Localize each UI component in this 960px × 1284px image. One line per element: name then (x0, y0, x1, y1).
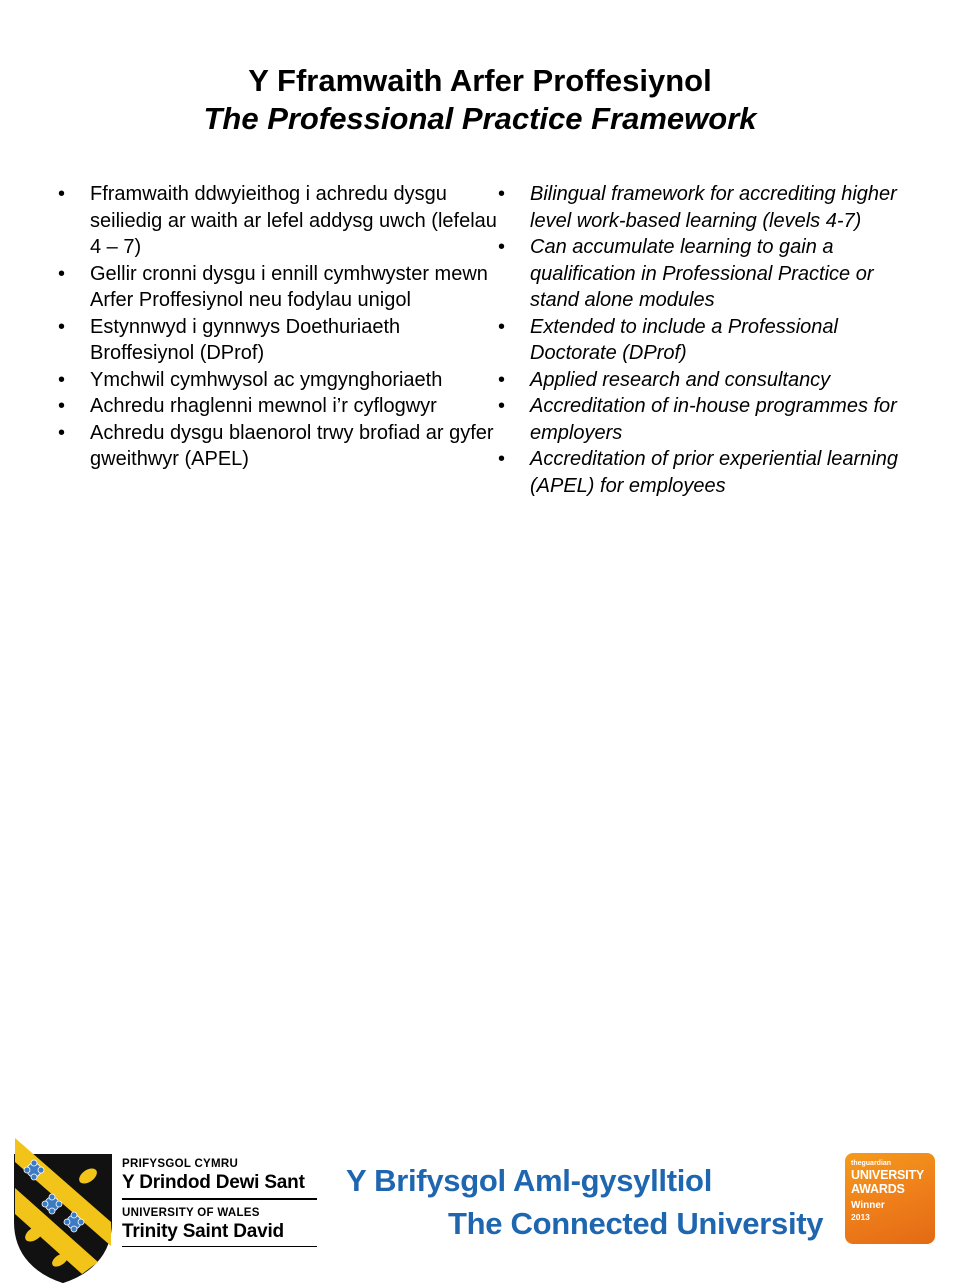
institution-welsh-small: PRIFYSGOL CYMRU (122, 1158, 239, 1170)
english-point-text: Can accumulate learning to gain a qualification in Professional Practice or stand alone modules (530, 236, 874, 311)
english-point-text: Bilingual framework for accrediting higher level work-based learning (levels 4-7) (530, 183, 897, 232)
english-point-item (498, 234, 918, 314)
title-english: The Professional Practice Framework (203, 101, 757, 136)
welsh-point-item (58, 181, 498, 261)
english-point-text: Applied research and consultancy (530, 368, 831, 391)
bullet-icon: • (58, 183, 66, 205)
english-point-item (498, 446, 918, 499)
tagline-welsh: Y Brifysgol Aml-gysylltiol (346, 1163, 713, 1198)
english-bullet-list (498, 181, 918, 499)
bullet-icon: • (58, 421, 66, 444)
award-line1: UNIVERSITY (851, 1168, 925, 1182)
award-year: 2013 (851, 1212, 870, 1222)
institution-divider (122, 1198, 317, 1200)
bullet-icon: • (498, 368, 506, 391)
welsh-point-text: Achredu dysgu blaenorol trwy brofiad ar gyfer gweithwyr (APEL) (90, 421, 494, 470)
award-publisher: theguardian (851, 1160, 892, 1167)
english-point-item (498, 181, 918, 234)
welsh-point-item (58, 314, 498, 367)
title-welsh: Y Fframwaith Arfer Proffesiynol (248, 63, 712, 98)
bullet-icon: • (498, 236, 506, 258)
english-point-text: Accreditation of in-house programmes for employers (530, 395, 897, 444)
institution-english-name: Trinity Saint David (122, 1220, 284, 1242)
welsh-bullet-list (58, 181, 498, 473)
bullet-icon: • (58, 315, 66, 338)
footer (0, 575, 960, 1242)
welsh-point-text: Ymchwil cymhwysol ac ymgynghoriaeth (90, 368, 443, 391)
bullet-icon: • (58, 368, 66, 391)
english-point-item (498, 393, 918, 446)
bullet-icon: • (498, 315, 506, 338)
welsh-point-text: Fframwaith ddwyieithog i achredu dysgu seiliedig ar waith ar lefel addysg uwch (lefelau 4 – 7) (90, 183, 497, 258)
english-point-text: Extended to include a Professional Doctorate (DProf) (530, 315, 838, 364)
english-point-text: Accreditation of prior experiential learning (APEL) for employees (530, 448, 898, 497)
bullet-icon: • (498, 395, 506, 417)
guardian-award-badge (845, 1153, 935, 1244)
welsh-point-text: Estynnwyd i gynnwys Doethuriaeth Broffesiynol (DProf) (90, 315, 401, 364)
english-point-item (498, 367, 918, 394)
institution-bottom-rule (122, 1246, 317, 1248)
welsh-point-item (58, 393, 498, 420)
university-crest-logo (12, 1152, 114, 1284)
welsh-point-text: Gellir cronni dysgu i ennill cymhwyster mewn Arfer Proffesiynol neu fodylau unigol (90, 262, 488, 311)
institution-english-small: UNIVERSITY OF WALES (122, 1206, 260, 1219)
tagline-english: The Connected University (448, 1206, 824, 1241)
welsh-point-text: Achredu rhaglenni mewnol i’r cyflogwyr (90, 395, 437, 417)
english-point-item (498, 314, 918, 367)
bullet-icon: • (498, 183, 506, 205)
slide-title (0, 62, 960, 138)
welsh-point-item (58, 367, 498, 394)
bullet-icon: • (58, 262, 66, 285)
bullet-icon: • (58, 395, 66, 417)
welsh-point-item (58, 261, 498, 314)
bullet-icon: • (498, 448, 506, 470)
welsh-point-item (58, 420, 498, 473)
institution-name (122, 1157, 317, 1247)
award-line2: AWARDS (851, 1182, 905, 1196)
institution-welsh-name: Y Drindod Dewi Sant (122, 1172, 305, 1193)
award-status: Winner (851, 1200, 885, 1211)
